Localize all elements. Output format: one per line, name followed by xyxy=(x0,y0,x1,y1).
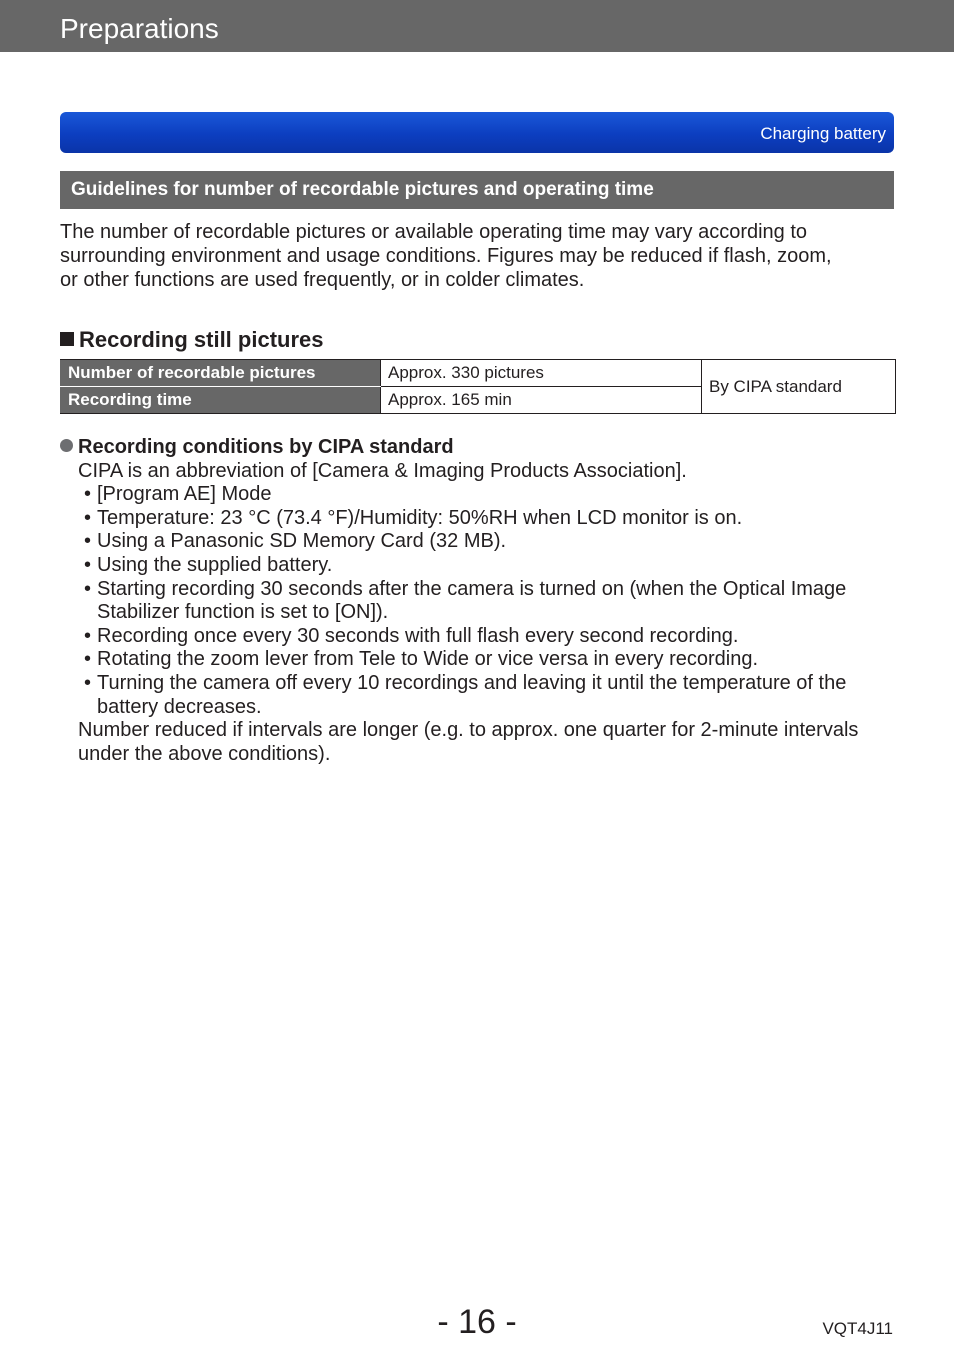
cipa-note: By CIPA standard xyxy=(702,360,896,414)
page-number: - 16 - xyxy=(437,1303,517,1341)
circle-bullet-icon xyxy=(60,439,73,452)
section-bar xyxy=(60,112,894,153)
list-item: • Recording once every 30 seconds with full flash every second recording. xyxy=(97,625,894,649)
section-heading: Guidelines for number of recordable pictures and operating time xyxy=(71,179,654,200)
still-pictures-table xyxy=(60,359,896,414)
list-item: • Temperature: 23 °C (73.4 °F)/Humidity: 50%RH when LCD monitor is on. xyxy=(97,507,894,531)
list-item: • Using a Panasonic SD Memory Card (32 MB). xyxy=(97,530,894,554)
row-header-recordable-pictures: Number of recordable pictures xyxy=(61,360,381,387)
cipa-definition: CIPA is an abbreviation of [Camera & Imaging Products Association]. xyxy=(78,459,687,482)
list-item: • [Program AE] Mode xyxy=(97,483,894,507)
row-header-recording-time: Recording time xyxy=(61,387,381,414)
list-item: • Using the supplied battery. xyxy=(97,554,894,578)
page-title: Preparations xyxy=(60,13,219,44)
conditions-list xyxy=(60,483,894,719)
section-heading-bar xyxy=(60,171,894,209)
still-pictures-heading-text: Recording still pictures xyxy=(79,327,324,352)
intro-line: or other functions are used frequently, or in colder climates. xyxy=(60,269,585,291)
conditions-heading-text: Recording conditions by CIPA standard xyxy=(78,436,454,458)
header-bar xyxy=(0,0,954,52)
document-code: VQT4J11 xyxy=(822,1319,893,1338)
intro-line: surrounding environment and usage conditions. Figures may be reduced if flash, zoom, xyxy=(60,245,832,267)
list-item: • Starting recording 30 seconds after the camera is turned on (when the Optical Image Stabilizer function is set to [ON]). xyxy=(97,578,894,625)
list-item: • Rotating the zoom lever from Tele to Wide or vice versa in every recording. xyxy=(97,648,894,672)
intro-paragraph xyxy=(60,220,890,292)
table-row xyxy=(61,360,896,387)
recording-conditions xyxy=(60,436,894,766)
intro-line: The number of recordable pictures or available operating time may vary according to xyxy=(60,221,808,243)
conditions-footer: Number reduced if intervals are longer (e.g. to approx. one quarter for 2-minute intervals under the above conditions). xyxy=(78,719,859,765)
square-bullet-icon xyxy=(60,332,74,346)
conditions-heading xyxy=(60,436,894,460)
value-recordable-pictures: Approx. 330 pictures xyxy=(381,360,702,387)
list-item: • Turning the camera off every 10 recordings and leaving it until the temperature of the battery decreases. xyxy=(97,672,894,719)
value-recording-time: Approx. 165 min xyxy=(381,387,702,414)
section-bar-label: Charging battery xyxy=(760,124,886,143)
still-pictures-heading xyxy=(60,327,324,353)
